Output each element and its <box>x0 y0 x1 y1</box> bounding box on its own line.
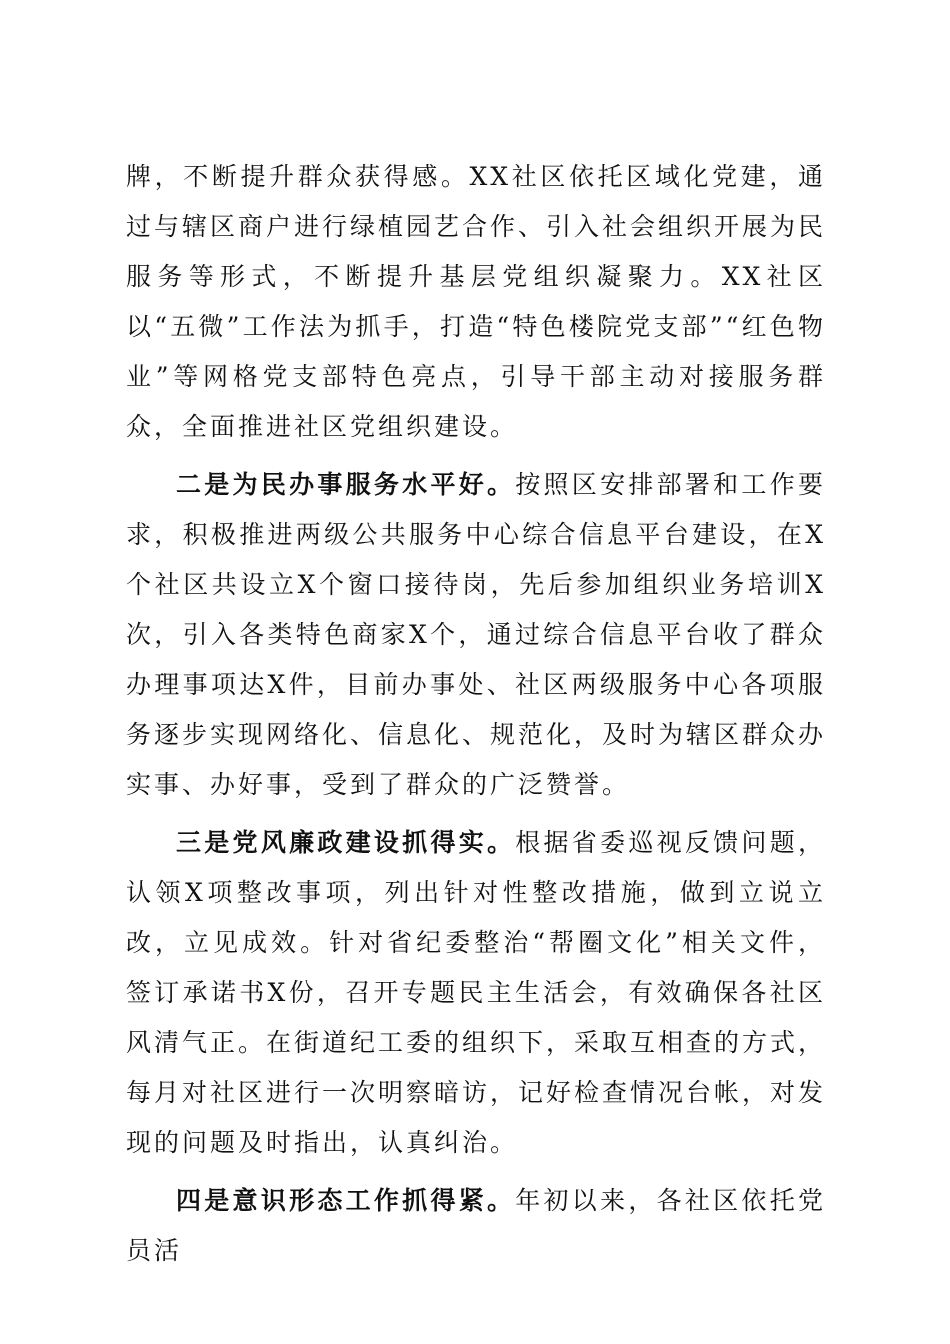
paragraph-integrity <box>126 818 826 1168</box>
paragraph-heading: 二是为民办事服务水平好。 <box>176 470 516 499</box>
paragraph-text: 根据省委巡视反馈问题，认领X项整改事项，列出针对性整改措施，做到立说立改，立见成效。针对省纪委整治“帮圈文化”相关文件，签订承诺书X份，召开专题民主生活会，有效确保各社区风清气正。在街道纪工委的组织下，采取互相查的方式，每月对社区进行一次明察暗访，记好检查情况台帐，对发现的问题及时指出，认真纠治。 <box>126 828 827 1157</box>
paragraph-continued <box>126 152 826 452</box>
paragraph-service-level <box>126 460 826 810</box>
paragraph-ideology <box>126 1176 826 1276</box>
paragraph-text: 按照区安排部署和工作要求，积极推进两级公共服务中心综合信息平台建设，在X个社区共设立X个窗口接待岗，先后参加组织业务培训X次，引入各类特色商家X个，通过综合信息平台收了群众办理事项达X件，目前办事处、社区两级服务中心各项服务逐步实现网络化、信息化、规范化，及时为辖区群众办实事、办好事，受到了群众的广泛赞誉。 <box>126 470 827 799</box>
document-body <box>126 152 826 1276</box>
paragraph-heading: 四是意识形态工作抓得紧。 <box>176 1186 516 1215</box>
paragraph-text: 牌，不断提升群众获得感。XX社区依托区域化党建，通过与辖区商户进行绿植园艺合作、引入社会组织开展为民服务等形式，不断提升基层党组织凝聚力。XX社区以“五微”工作法为抓手，打造“特色楼院党支部”“红色物业”等网格党支部特色亮点，引导干部主动对接服务群众，全面推进社区党组织建设。 <box>126 162 827 441</box>
paragraph-text: 年初以来，各社区依托党员活 <box>126 1186 826 1265</box>
paragraph-heading: 三是党风廉政建设抓得实。 <box>176 828 516 857</box>
